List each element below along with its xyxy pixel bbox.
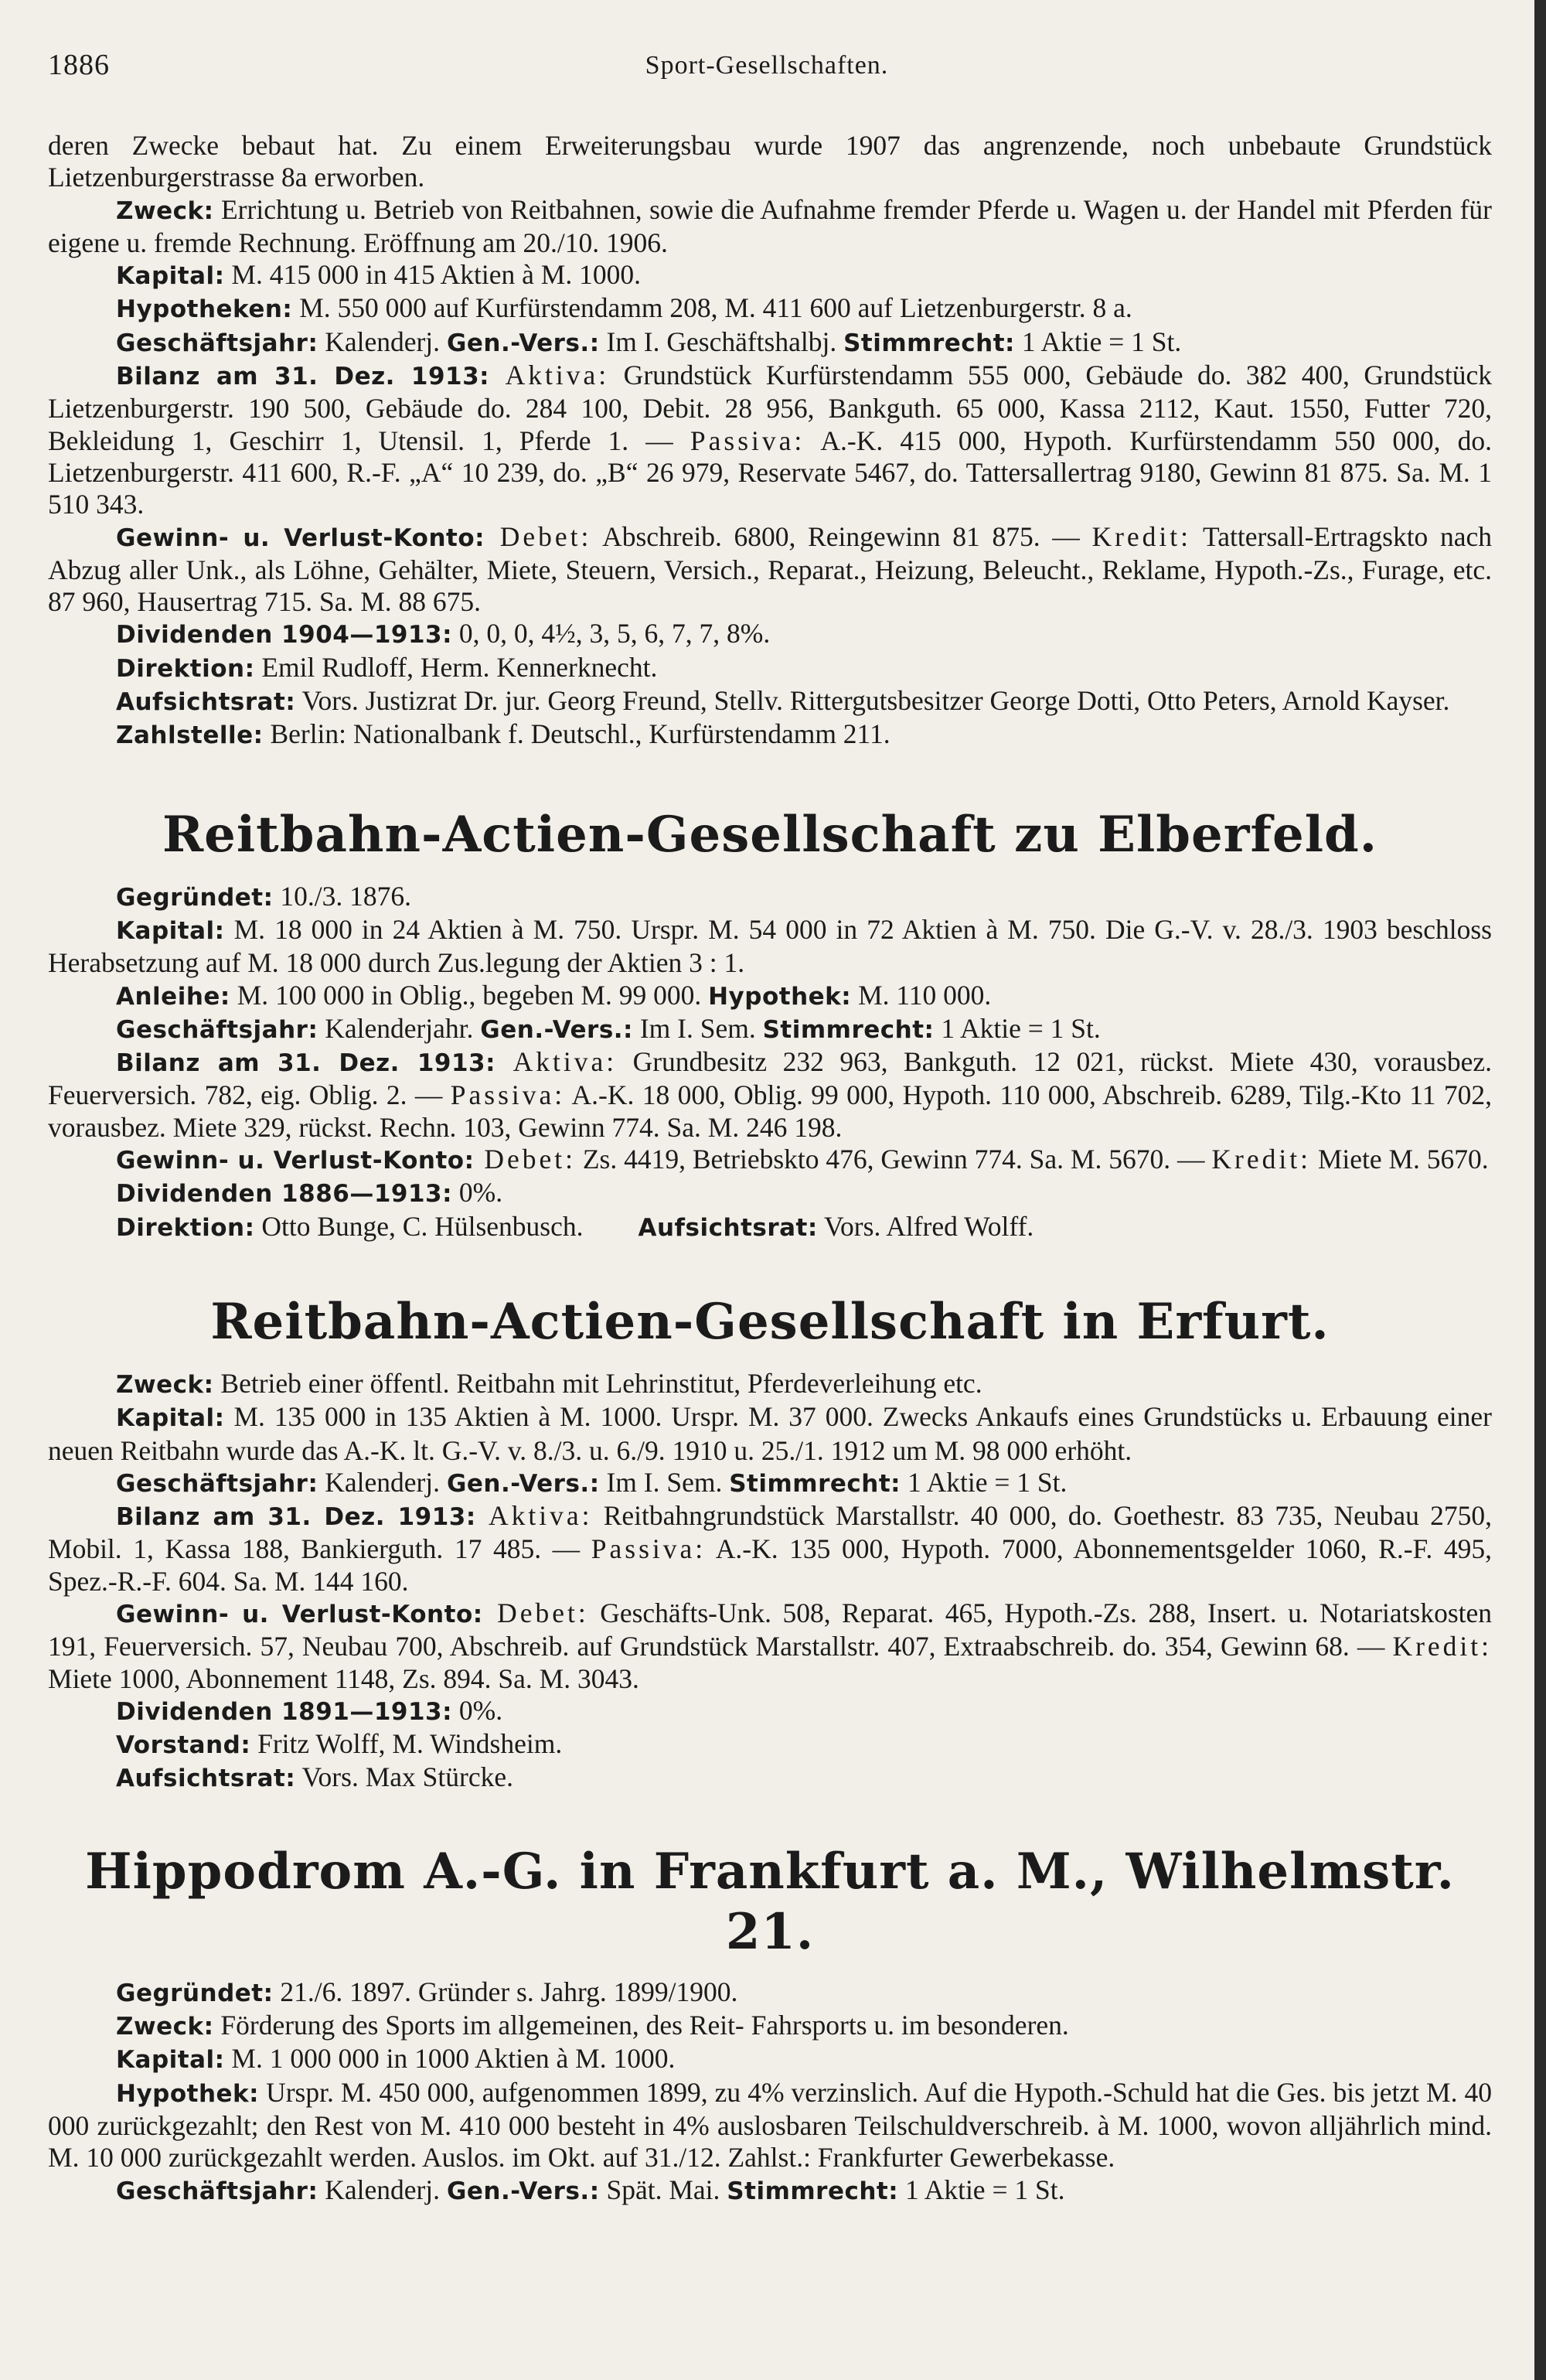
paragraph-direktion: [48, 652, 1492, 685]
text-gen-vers: Im I. Geschäftshalbj.: [599, 326, 844, 357]
paragraph-hypotheken: [48, 292, 1492, 326]
label-aktiva: Aktiva:: [475, 1500, 593, 1532]
paragraph-geschaeftsjahr: [48, 2174, 1492, 2208]
label-bilanz: Bilanz am 31. Dez. 1913:: [116, 1049, 496, 1078]
label-aktiva: Aktiva:: [489, 360, 610, 391]
paragraph-guv: [48, 1144, 1492, 1177]
text-stimmrecht: 1 Aktie = 1 St.: [898, 2174, 1065, 2205]
paragraph-aufsichtsrat: [48, 1761, 1492, 1795]
label-bilanz: Bilanz am 31. Dez. 1913:: [116, 363, 490, 391]
paragraph-direktion: [48, 1211, 1492, 1244]
text-dividenden: 0, 0, 0, 4½, 3, 5, 6, 7, 7, 8%.: [452, 618, 771, 650]
label-gegruendet: Gegründet:: [116, 1979, 274, 2007]
paragraph-geschaeftsjahr: [48, 1467, 1492, 1500]
text-hypotheken: M. 550 000 auf Kurfürstendamm 208, M. 411 600 auf Lietzenburgerstr. 8 a.: [292, 292, 1132, 324]
paragraph-dividenden: [48, 1695, 1492, 1728]
text-hypothek: M. 110 000.: [851, 979, 992, 1011]
label-kapital: Kapital:: [116, 916, 225, 945]
text-kredit: Miete M. 5670.: [1310, 1144, 1489, 1175]
paragraph-zweck: [48, 194, 1492, 260]
text-aufsichtsrat: Vors. Max Stürcke.: [295, 1761, 513, 1793]
label-dividenden: Dividenden 1886—1913:: [116, 1180, 453, 1209]
text-gegruendet: 10./3. 1876.: [273, 880, 412, 912]
text-debet: Abschreib. 6800, Reingewinn 81 875. —: [591, 520, 1092, 552]
paragraph-kapital: [48, 259, 1492, 292]
text-anleihe: M. 100 000 in Oblig., begeben M. 99 000.: [230, 979, 709, 1011]
text-kredit: Miete 1000, Abonnement 1148, Zs. 894. Sa. M. 3043.: [48, 1662, 639, 1694]
label-aktiva: Aktiva:: [495, 1046, 618, 1078]
text-aktiva: Grundbesitz 232 963, Bankguth. 12 021, rückst. Miete 430, vorausbez. Feuerversich. 782, eig. Oblig. 2. —: [48, 1046, 1492, 1111]
label-zweck: Zweck:: [116, 2013, 214, 2041]
label-guv: Gewinn- u. Verlust-Konto:: [116, 1600, 483, 1628]
label-gen-vers: Gen.-Vers.:: [446, 329, 600, 357]
text-zweck: Förderung des Sports im allgemeinen, des Reit- Fahrsports u. im besonderen.: [213, 2010, 1069, 2041]
text-vorstand: Fritz Wolff, M. Windsheim.: [250, 1728, 563, 1760]
text-geschaeftsjahr: Kalenderj.: [318, 2174, 447, 2205]
label-hypothek: Hypothek:: [708, 982, 852, 1011]
paragraph-bilanz: [48, 1500, 1492, 1597]
label-stimmrecht: Stimmrecht:: [762, 1015, 935, 1044]
paragraph-kapital: [48, 2043, 1492, 2076]
label-stimmrecht: Stimmrecht:: [729, 1469, 901, 1498]
label-vorstand: Vorstand:: [116, 1731, 251, 1760]
label-geschaeftsjahr: Geschäftsjahr:: [116, 1469, 318, 1498]
label-direktion: Direktion:: [116, 654, 255, 683]
paragraph-bilanz: [48, 360, 1492, 520]
text-dividenden: 0%.: [452, 1177, 503, 1209]
label-gen-vers: Gen.-Vers.:: [446, 1469, 600, 1498]
label-aufsichtsrat: Aufsichtsrat:: [638, 1213, 818, 1242]
label-stimmrecht: Stimmrecht:: [843, 329, 1015, 357]
paragraph-gegruendet: [48, 1976, 1492, 2010]
label-hypothek: Hypothek:: [116, 2079, 260, 2108]
label-geschaeftsjahr: Geschäftsjahr:: [116, 329, 318, 357]
paragraph-kapital: [48, 1401, 1492, 1467]
text-gen-vers: Im I. Sem.: [632, 1012, 763, 1044]
label-guv: Gewinn- u. Verlust-Konto:: [116, 523, 485, 552]
label-kredit: Kredit:: [1211, 1144, 1311, 1175]
entry-title: Hippodrom A.-G. in Frankfurt a. M., Wilhelmstr. 21.: [85, 1842, 1455, 1961]
text-debet: Geschäfts-Unk. 508, Reparat. 465, Hypoth.-Zs. 288, Insert. u. Notariatskosten 191, Feuerversich. 57, Neubau 700, Abschreib. auf Grundstück Marstallstr. 407, Extraabschreib. do. 354, Gewinn 68. —: [48, 1597, 1492, 1662]
text-aktiva: Grundstück Kurfürstendamm 555 000, Gebäude do. 382 400, Grundstück Lietzenburgerstr. 190 500, Gebäude do. 284 100, Debit. 28 956, Bankguth. 65 000, Kassa 2112, Kaut. 1550, Futter 720, Bekleidung 1, Geschirr 1, Utensil. 1, Pferde 1. —: [48, 360, 1492, 456]
label-kredit: Kredit:: [1392, 1631, 1492, 1662]
label-aufsichtsrat: Aufsichtsrat:: [116, 1765, 296, 1793]
text-dividenden: 0%.: [452, 1694, 503, 1726]
label-aufsichtsrat: Aufsichtsrat:: [116, 688, 296, 717]
paragraph-zahlstelle: [48, 718, 1492, 752]
paragraph-zweck: [48, 2010, 1492, 2043]
label-debet: Debet:: [485, 520, 592, 552]
paragraph-dividenden: [48, 618, 1492, 651]
running-title: Sport-Gesellschaften.: [645, 51, 889, 80]
label-zweck: Zweck:: [116, 196, 214, 225]
entry-frankfurt: [48, 1842, 1492, 2208]
label-geschaeftsjahr: Geschäftsjahr:: [116, 2177, 318, 2205]
label-kapital: Kapital:: [116, 2046, 225, 2075]
label-bilanz: Bilanz am 31. Dez. 1913:: [116, 1503, 476, 1532]
entry-title: Reitbahn-Actien-Gesellschaft in Erfurt.: [210, 1292, 1330, 1351]
text-passiva: A.-K. 18 000, Oblig. 99 000, Hypoth. 110 000, Abschreib. 6289, Tilg.-Kto 11 702, vorausbez. Miete 329, rückst. Rechn. 103, Gewinn 774. Sa. M. 246 198.: [48, 1079, 1492, 1143]
paragraph-gegruendet: [48, 881, 1492, 914]
label-stimmrecht: Stimmrecht:: [727, 2177, 899, 2205]
text-geschaeftsjahr: Kalenderj.: [318, 1466, 447, 1498]
text-kredit: Tattersall-Ertragskto nach Abzug aller Unk., als Löhne, Gehälter, Miete, Steuern, Versich., Reparat., Heizung, Beleucht., Reklame, Hypoth.-Zs., Furage, etc. 87 960, Hausertrag 715. Sa. M. 88 675.: [48, 520, 1492, 618]
paragraph-guv: [48, 521, 1492, 619]
label-dividenden: Dividenden 1891—1913:: [116, 1697, 453, 1726]
text-geschaeftsjahr: Kalenderj.: [318, 326, 447, 357]
text-direktion: Otto Bunge, C. Hülsenbusch.: [254, 1210, 584, 1242]
label-passiva: Passiva:: [450, 1079, 566, 1111]
text-zweck: Betrieb einer öffentl. Reitbahn mit Lehrinstitut, Pferdeverleihung etc.: [213, 1367, 982, 1399]
page-number: 1886: [48, 49, 110, 81]
text-stimmrecht: 1 Aktie = 1 St.: [901, 1466, 1068, 1498]
text-aktiva: Reitbahngrundstück Marstallstr. 40 000, do. Goethestr. 83 735, Neubau 2750, Mobil. 1, Kassa 188, Bankierguth. 17 485. —: [48, 1500, 1492, 1565]
label-kredit: Kredit:: [1091, 520, 1192, 552]
label-kapital: Kapital:: [116, 1404, 225, 1433]
label-guv: Gewinn- u. Verlust-Konto:: [116, 1147, 475, 1175]
label-gen-vers: Gen.-Vers.:: [446, 2177, 600, 2205]
entry-continued: [48, 130, 1492, 752]
text-kapital: M. 135 000 in 135 Aktien à M. 1000. Urspr. M. 37 000. Zwecks Ankaufs eines Grundstücks u. Erbauung einer neuen Reitbahn wurde das A.-K. lt. G.-V. v. 8./3. u. 6./9. 1910 u. 25./1. 1912 um M. 98 000 erhöht.: [48, 1401, 1492, 1466]
label-passiva: Passiva:: [591, 1533, 707, 1565]
label-debet: Debet:: [482, 1597, 589, 1628]
text-aufsichtsrat: Vors. Alfred Wolff.: [817, 1210, 1034, 1242]
paragraph-bilanz: [48, 1046, 1492, 1144]
text-hypothek: Urspr. M. 450 000, aufgenommen 1899, zu 4% verzinslich. Auf die Hypoth.-Schuld hat die Ges. bis jetzt M. 40 000 zurückgezahlt; den Rest von M. 410 000 besteht in 4% auslosbaren Teilschuldverschreib. à M. 1000, wovon alljährlich mind. M. 10 000 zurückgezahlt werden. Auslos. im Okt. auf 31./12. Zahlst.: Frankfurter Gewerbekasse.: [48, 2076, 1492, 2174]
text-kapital: M. 18 000 in 24 Aktien à M. 750. Urspr. M. 54 000 in 72 Aktien à M. 750. Die G.-V. v. 28./3. 1903 beschloss Herabsetzung auf M. 18 000 durch Zus.legung der Aktien 3 : 1.: [48, 913, 1492, 979]
label-debet: Debet:: [474, 1144, 576, 1175]
label-gegruendet: Gegründet:: [116, 883, 274, 912]
entry-erfurt: [48, 1292, 1492, 1795]
text-zahlstelle: Berlin: Nationalbank f. Deutschl., Kurfürstendamm 211.: [263, 718, 890, 750]
page-content: [48, 130, 1492, 2208]
paragraph-zweck: [48, 1368, 1492, 1401]
entry-elberfeld: [48, 805, 1492, 1244]
paragraph-anleihe: [48, 980, 1492, 1013]
text-direktion: Emil Rudloff, Herm. Kennerknecht.: [254, 651, 658, 683]
entry-title: Reitbahn-Actien-Gesellschaft zu Elberfeld.: [162, 805, 1378, 864]
text-geschaeftsjahr: Kalenderjahr.: [318, 1012, 481, 1044]
text-gegruendet: 21./6. 1897. Gründer s. Jahrg. 1899/1900.: [273, 1976, 738, 2007]
text-aufsichtsrat: Vors. Justizrat Dr. jur. Georg Freund, Stellv. Rittergutsbesitzer George Dotti, Otto Peters, Arnold Kayser.: [295, 685, 1450, 717]
paragraph-guv: [48, 1597, 1492, 1695]
label-kapital: Kapital:: [116, 262, 225, 291]
text-stimmrecht: 1 Aktie = 1 St.: [934, 1012, 1101, 1044]
paragraph-vorstand: [48, 1728, 1492, 1761]
text-gen-vers: Spät. Mai.: [599, 2174, 727, 2205]
label-geschaeftsjahr: Geschäftsjahr:: [116, 1015, 318, 1044]
label-direktion: Direktion:: [116, 1213, 255, 1242]
label-zahlstelle: Zahlstelle:: [116, 721, 264, 750]
page-header: [48, 48, 1486, 94]
text-passiva: A.-K. 415 000, Hypoth. Kurfürstendamm 550 000, do. Lietzenburgerstr. 411 600, R.-F. „A“ 10 239, do. „B“ 26 979, Reservate 5467, do. Tattersallertrag 9180, Gewinn 81 875. Sa. M. 1 510 343.: [48, 425, 1492, 520]
paragraph-geschaeftsjahr: [48, 326, 1492, 360]
paragraph-intro: deren Zwecke bebaut hat. Zu einem Erweiterungsbau wurde 1907 das angrenzende, noch unbebaute Grundstück Lietzenburgerstrasse 8a erworben.: [48, 130, 1492, 193]
paragraph-hypothek: [48, 2077, 1492, 2174]
text-debet: Zs. 4419, Betriebskto 476, Gewinn 774. Sa. M. 5670. —: [575, 1144, 1212, 1175]
label-zweck: Zweck:: [116, 1370, 214, 1399]
text-kapital: M. 1 000 000 in 1000 Aktien à M. 1000.: [224, 2043, 676, 2075]
text-passiva: A.-K. 135 000, Hypoth. 7000, Abonnementsgelder 1060, R.-F. 495, Spez.-R.-F. 604. Sa. M. 144 160.: [48, 1533, 1493, 1597]
text-kapital: M. 415 000 in 415 Aktien à M. 1000.: [224, 259, 641, 291]
label-passiva: Passiva:: [690, 425, 805, 456]
label-gen-vers: Gen.-Vers.:: [480, 1015, 633, 1044]
text-gen-vers: Im I. Sem.: [599, 1466, 730, 1498]
text-zweck: Errichtung u. Betrieb von Reitbahnen, sowie die Aufnahme fremder Pferde u. Wagen u. der Handel mit Pferden für eigene u. fremde Rechnung. Eröffnung am 20./10. 1906.: [48, 193, 1492, 258]
text-stimmrecht: 1 Aktie = 1 St.: [1014, 326, 1182, 357]
paragraph-aufsichtsrat: [48, 685, 1492, 718]
label-hypotheken: Hypotheken:: [116, 295, 293, 324]
paragraph-geschaeftsjahr: [48, 1013, 1492, 1046]
label-anleihe: Anleihe:: [116, 982, 230, 1011]
paragraph-dividenden: [48, 1177, 1492, 1210]
label-dividenden: Dividenden 1904—1913:: [116, 621, 453, 650]
page-edge-shadow: [1534, 0, 1546, 2380]
paragraph-kapital: [48, 914, 1492, 980]
